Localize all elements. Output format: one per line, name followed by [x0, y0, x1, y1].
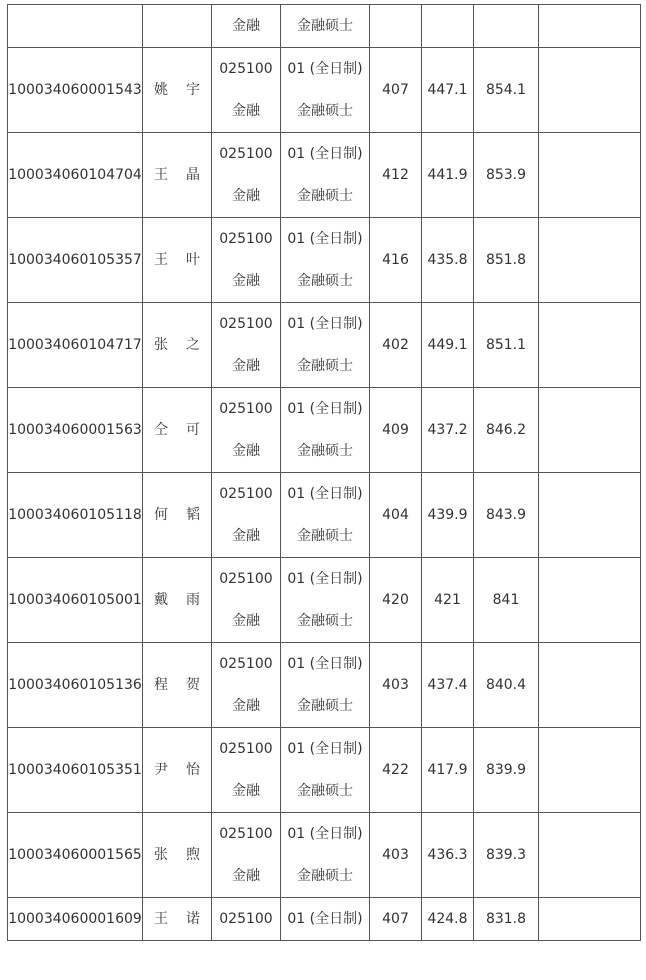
given-name: 之 [186, 337, 200, 353]
major-cell-line1: 025100 [219, 401, 273, 417]
table-row [8, 218, 641, 303]
name-cell [143, 388, 212, 473]
mode-cell-line1: 01 (全日制) [287, 571, 363, 587]
major-cell-line1: 025100 [219, 231, 273, 247]
redaction-mask [169, 758, 185, 782]
mode-cell-line1: 01 (全日制) [287, 741, 363, 757]
score1-cell: 420 [370, 558, 422, 643]
blank-cell [539, 48, 641, 133]
mode-cell-line2: 金融硕士 [297, 868, 353, 884]
major-cell-line1: 025100 [219, 146, 273, 162]
name-cell [143, 813, 212, 898]
blank-cell [539, 643, 641, 728]
redaction-mask [169, 78, 185, 102]
admission-score-table [7, 4, 641, 941]
mode-cell [281, 303, 370, 388]
score1-cell: 422 [370, 728, 422, 813]
mode-cell-line1: 01 (全日制) [287, 316, 363, 332]
major-cell-line2: 金融 [232, 613, 260, 629]
id-cell: 100034060105001 [8, 558, 143, 643]
score2-cell: 437.2 [422, 388, 474, 473]
mode-cell-line2: 金融硕士 [297, 783, 353, 799]
blank-cell [539, 473, 641, 558]
mode-cell [281, 643, 370, 728]
major-cell [212, 728, 281, 813]
mode-cell [281, 473, 370, 558]
major-cell [212, 643, 281, 728]
given-name: 煦 [186, 847, 200, 863]
mode-cell-line1: 01 (全日制) [287, 146, 363, 162]
score1-cell: 403 [370, 813, 422, 898]
total-cell: 851.1 [474, 303, 539, 388]
major-cell [212, 388, 281, 473]
major-cell-line2: 金融 [232, 273, 260, 289]
score1-cell: 407 [370, 898, 422, 941]
surname: 仝 [154, 422, 168, 438]
score2-cell: 417.9 [422, 728, 474, 813]
name-cell [143, 558, 212, 643]
id-cell: 100034060105357 [8, 218, 143, 303]
given-name: 韬 [186, 507, 200, 523]
table-row-partial-top [8, 5, 641, 48]
mode-cell-line2: 金融硕士 [297, 528, 353, 544]
name-cell [143, 728, 212, 813]
major-cell-line2: 金融 [232, 358, 260, 374]
total-cell: 839.9 [474, 728, 539, 813]
major-cell-line1: 025100 [219, 486, 273, 502]
mode-cell [281, 388, 370, 473]
surname: 戴 [154, 592, 168, 608]
score2-cell: 441.9 [422, 133, 474, 218]
major-cell [212, 303, 281, 388]
blank-cell [539, 388, 641, 473]
table-row [8, 48, 641, 133]
surname: 程 [154, 677, 168, 693]
mode-cell-line2: 金融硕士 [297, 698, 353, 714]
given-name: 贺 [186, 677, 200, 693]
score1-cell: 416 [370, 218, 422, 303]
total-cell: 854.1 [474, 48, 539, 133]
score2-cell: 421 [422, 558, 474, 643]
surname: 王 [154, 911, 168, 927]
mode-cell-line2: 金融硕士 [297, 613, 353, 629]
mode-cell-line2: 金融硕士 [297, 443, 353, 459]
total-cell: 841 [474, 558, 539, 643]
major-cell-line2: 金融 [232, 188, 260, 204]
blank-cell [539, 218, 641, 303]
id-cell: 100034060105136 [8, 643, 143, 728]
mode-cell-line1: 01 (全日制) [287, 826, 363, 842]
mode-cell-line2: 金融硕士 [297, 103, 353, 119]
table-row [8, 558, 641, 643]
major-cell [212, 48, 281, 133]
major-cell: 025100 [212, 898, 281, 941]
major-cell [212, 218, 281, 303]
surname: 王 [154, 167, 168, 183]
id-cell: 100034060105118 [8, 473, 143, 558]
id-cell: 100034060001543 [8, 48, 143, 133]
surname: 张 [154, 847, 168, 863]
score1-cell: 407 [370, 48, 422, 133]
surname: 尹 [154, 762, 168, 778]
blank-cell [539, 728, 641, 813]
given-name: 晶 [186, 167, 200, 183]
surname: 王 [154, 252, 168, 268]
mode-cell [281, 558, 370, 643]
score1-cell: 412 [370, 133, 422, 218]
major-cell [212, 813, 281, 898]
mode-cell-line1: 01 (全日制) [287, 656, 363, 672]
redaction-mask [169, 418, 185, 442]
redaction-mask [169, 248, 185, 272]
total-cell: 839.3 [474, 813, 539, 898]
major-cell-line1: 025100 [219, 741, 273, 757]
major-cell-line2: 金融 [232, 783, 260, 799]
major-cell-line2: 金融 [232, 868, 260, 884]
name-cell [143, 643, 212, 728]
total-cell: 846.2 [474, 388, 539, 473]
name-cell [143, 898, 212, 941]
total-cell: 853.9 [474, 133, 539, 218]
total-cell: 831.8 [474, 898, 539, 941]
score1-cell: 409 [370, 388, 422, 473]
major-cell-line2: 金融 [232, 528, 260, 544]
surname: 何 [154, 507, 168, 523]
table-row [8, 643, 641, 728]
mode-cell [281, 48, 370, 133]
mode-cell: 01 (全日制) [281, 898, 370, 941]
major-cell: 金融 [212, 5, 281, 48]
blank-cell [539, 558, 641, 643]
id-cell: 100034060001565 [8, 813, 143, 898]
name-cell [143, 473, 212, 558]
major-cell [212, 133, 281, 218]
total-cell: 851.8 [474, 218, 539, 303]
id-cell: 100034060105351 [8, 728, 143, 813]
score2-cell: 436.3 [422, 813, 474, 898]
blank-cell [539, 813, 641, 898]
id-cell: 100034060001563 [8, 388, 143, 473]
score1-cell: 404 [370, 473, 422, 558]
score1-cell [370, 5, 422, 48]
name-cell [143, 133, 212, 218]
given-name: 怡 [186, 762, 200, 778]
id-cell: 100034060104704 [8, 133, 143, 218]
major-cell-line1: 025100 [219, 316, 273, 332]
id-cell: 100034060104717 [8, 303, 143, 388]
id-cell: 100034060001609 [8, 898, 143, 941]
blank-cell [539, 133, 641, 218]
blank-cell [539, 303, 641, 388]
mode-cell-line2: 金融硕士 [297, 273, 353, 289]
surname: 张 [154, 337, 168, 353]
redaction-mask [169, 333, 185, 357]
table-row [8, 898, 641, 941]
table-row [8, 303, 641, 388]
major-cell [212, 473, 281, 558]
table-row [8, 388, 641, 473]
name-cell [143, 218, 212, 303]
redaction-mask [169, 163, 185, 187]
redaction-mask [169, 673, 185, 697]
given-name: 叶 [186, 252, 200, 268]
total-cell [474, 5, 539, 48]
total-cell: 843.9 [474, 473, 539, 558]
score1-cell: 402 [370, 303, 422, 388]
score2-cell: 439.9 [422, 473, 474, 558]
score2-cell: 447.1 [422, 48, 474, 133]
score2-cell: 437.4 [422, 643, 474, 728]
major-cell [212, 558, 281, 643]
mode-cell [281, 813, 370, 898]
mode-cell-line2: 金融硕士 [297, 358, 353, 374]
mode-cell-line1: 01 (全日制) [287, 486, 363, 502]
surname: 姚 [154, 82, 168, 98]
table-row [8, 473, 641, 558]
score2-cell: 435.8 [422, 218, 474, 303]
mode-cell [281, 728, 370, 813]
score2-cell: 449.1 [422, 303, 474, 388]
blank-cell [539, 898, 641, 941]
table-row [8, 133, 641, 218]
table-row [8, 813, 641, 898]
blank-cell [539, 5, 641, 48]
given-name: 雨 [186, 592, 200, 608]
total-cell: 840.4 [474, 643, 539, 728]
mode-cell [281, 133, 370, 218]
score2-cell [422, 5, 474, 48]
given-name: 可 [186, 422, 200, 438]
mode-cell-line1: 01 (全日制) [287, 231, 363, 247]
mode-cell-line1: 01 (全日制) [287, 401, 363, 417]
given-name: 宇 [186, 82, 200, 98]
table-row [8, 728, 641, 813]
given-name: 诺 [186, 911, 200, 927]
name-cell [143, 48, 212, 133]
score1-cell: 403 [370, 643, 422, 728]
mode-cell-line2: 金融硕士 [297, 188, 353, 204]
major-cell-line2: 金融 [232, 103, 260, 119]
major-cell-line2: 金融 [232, 443, 260, 459]
name-cell [143, 5, 212, 48]
redaction-mask [169, 588, 185, 612]
mode-cell [281, 218, 370, 303]
name-cell [143, 303, 212, 388]
major-cell-line2: 金融 [232, 698, 260, 714]
redaction-mask [169, 503, 185, 527]
redaction-mask [169, 843, 185, 867]
major-cell-line1: 025100 [219, 826, 273, 842]
major-cell-line1: 025100 [219, 61, 273, 77]
major-cell-line1: 025100 [219, 571, 273, 587]
score2-cell: 424.8 [422, 898, 474, 941]
redaction-mask [169, 907, 185, 931]
mode-cell-line1: 01 (全日制) [287, 61, 363, 77]
degree-cell: 金融硕士 [281, 5, 370, 48]
major-cell-line1: 025100 [219, 656, 273, 672]
id-cell [8, 5, 143, 48]
